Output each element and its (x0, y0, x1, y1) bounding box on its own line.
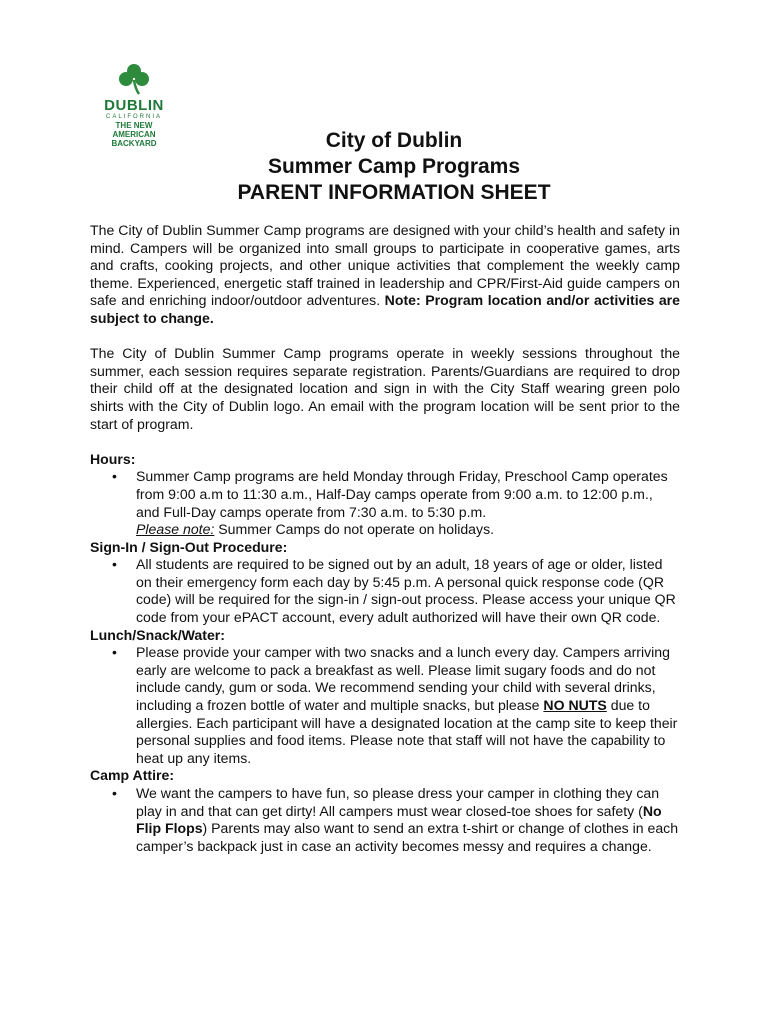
no-nuts-warning: NO NUTS (543, 697, 607, 714)
program-change-note: Note: Program location and/or activities are subject to change. (90, 292, 680, 326)
title-line-3: PARENT INFORMATION SHEET (237, 181, 551, 204)
list-item (90, 785, 680, 855)
logo-tagline-3: BACKYARD (111, 139, 157, 148)
intro-text: The City of Dublin Summer Camp programs are designed with your child’s health and safety in mind. Campers will be organized into small groups to participate in cooperative games, arts and crafts, cooking projects, and other unique activities that complement the weekly camp theme. Experienced, energetic staff trained in leadership and CPR/First-Aid guide campers on safe and enriching indoor/outdoor adventures. (90, 222, 680, 309)
lunch-list (90, 644, 680, 767)
title-line-1: City of Dublin (325, 129, 463, 152)
hours-heading: Hours: (90, 450, 136, 467)
bullet: • (112, 468, 117, 485)
logo-tagline-2: AMERICAN (112, 130, 156, 139)
title-line-2: Summer Camp Programs (267, 155, 521, 178)
intro-paragraph (90, 222, 680, 328)
document-body (90, 222, 680, 855)
sign-in-out-list (90, 556, 680, 626)
hours-list (90, 468, 680, 538)
logo-name: DUBLIN (104, 97, 164, 114)
attire-list (90, 785, 680, 855)
attire-heading: Camp Attire: (90, 767, 175, 784)
list-item (90, 644, 680, 767)
list-item (90, 556, 680, 626)
lunch-heading: Lunch/Snack/Water: (90, 626, 225, 643)
logo-state: CALIFORNIA (105, 114, 162, 120)
hours-text: Summer Camp programs are held Monday through Friday, Preschool Camp operates from 9:00 a.m to 11:30 a.m., Half-Day camps operate from 9:00 a.m. to 12:00 p.m., and Full-Day camps operate from 7:30 a.m. to 5:30 p.m. (136, 468, 668, 520)
sign-in-out-text: All students are required to be signed out by an adult, 18 years of age or older, listed on their emergency form each day by 5:45 p.m. A personal quick response code (QR code) will be required for the sign-in / sign-out process. Please access your unique QR code from your ePACT account, every adult authorized will have their own QR code. (136, 556, 676, 626)
sign-in-out-heading: Sign-In / Sign-Out Procedure: (90, 538, 288, 555)
document-title (0, 128, 768, 206)
logo-tagline-1: THE NEW (115, 121, 153, 130)
sessions-paragraph: The City of Dublin Summer Camp programs operate in weekly sessions throughout the summer, each session requires separate registration. Parents/Guardians are required to drop their child off at the designated location and sign in with the City Staff wearing green polo shirts with the City of Dublin logo. An email with the program location will be sent prior to the start of program. (90, 345, 680, 432)
please-note-label: Please note: (136, 521, 215, 538)
holiday-note: Summer Camps do not operate on holidays. (214, 521, 495, 538)
list-item (90, 468, 680, 538)
attire-text-c: ) Parents may also want to send an extra t-shirt or change of clothes in each camper’s backpack just in case an activity becomes messy and requires a change. (136, 820, 679, 854)
shamrock-icon (117, 62, 151, 96)
attire-text-a: We want the campers to have fun, so please dress your camper in clothing they can play in and that can get dirty! All campers must wear closed-toe shoes for safety ( (136, 785, 660, 819)
lunch-text-a: Please provide your camper with two snacks and a lunch every day. Campers arriving early are welcome to pack a breakfast as well. Please limit sugary foods and do not include candy, gum or soda. We recommend sending your child with several drinks, including a frozen bottle of water and multiple snacks, but please (136, 644, 670, 714)
bullet: • (112, 556, 117, 573)
bullet: • (112, 785, 117, 801)
bullet: • (112, 644, 117, 661)
no-flip-flops: No Flip Flops (136, 802, 662, 837)
lunch-text-c: due to allergies. Each participant will have a designated location at the camp site to keep their personal supplies and food items. Please note that staff will not have the capability to heat up any items. (136, 697, 678, 766)
